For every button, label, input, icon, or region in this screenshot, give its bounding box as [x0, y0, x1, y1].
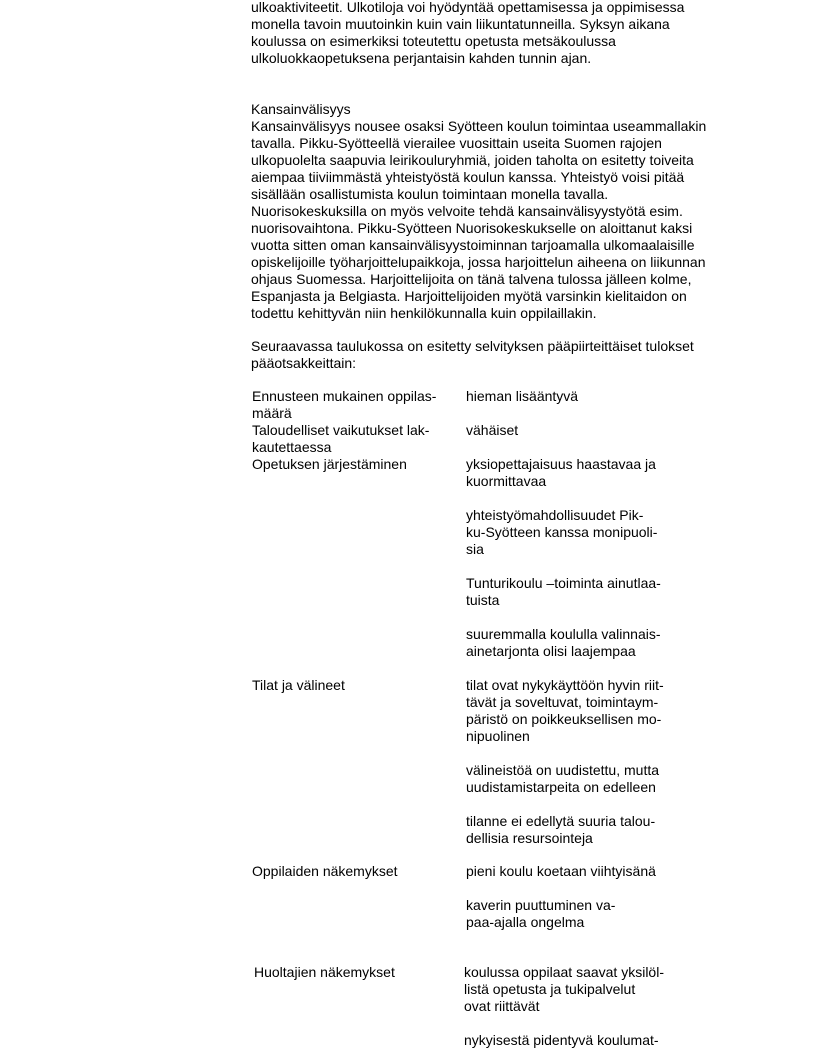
table-row-label: Ennusteen mukainen oppilas- määrä — [252, 388, 437, 421]
text-line: opiskelijoille työharjoittelupaikkoja, jossa harjoittelun aiheena on liikunnan — [251, 254, 706, 270]
table-cell-value: suuremmalla koululla valinnais- ainetarjonta olisi laajempaa — [466, 626, 661, 659]
table-row-label: Taloudelliset vaikutukset lak- kautettaessa — [252, 422, 430, 455]
text-line: todettu kehittyvän niin henkilökunnalla kuin oppilaillakin. — [251, 305, 597, 321]
table-cell-value: välineistöä on uudistettu, mutta uudistamistarpeita on edelleen — [466, 762, 660, 795]
text-line: ulkopuolelta saapuvia leirikouluryhmiä, joiden taholta on esitetty toiveita — [251, 152, 694, 168]
text-line: Nuorisokeskuksilla on myös velvoite tehdä kansainvälisyystyötä esim. — [251, 203, 683, 219]
table-cell-value: vähäiset — [466, 422, 519, 438]
table-cell-value: koulussa oppilaat saavat yksilöl- listä opetusta ja tukipalvelut ovat riittävät — [464, 964, 664, 1014]
text-line: ulkoaktiviteetit. Ulkotiloja voi hyödyntää opettamisessa ja oppimisessa — [251, 0, 685, 15]
table-cell-value: tilanne ei edellytä suuria talou- dellisia resursointeja — [466, 813, 656, 846]
table-cell-value: nykyisestä pidentyvä koulumat- — [464, 1032, 659, 1048]
table-cell-value: pieni koulu koetaan viihtyisänä — [466, 863, 656, 879]
table-row-label: Opetuksen järjestäminen — [252, 456, 407, 472]
table-row-label: Tilat ja välineet — [252, 677, 345, 693]
text-line: ohjaus Suomessa. Harjoittelijoita on tänä talvena tulossa jälleen kolme, — [251, 271, 692, 287]
text-line: Espanjasta ja Belgiasta. Harjoittelijoiden myötä varsinkin kielitaidon on — [251, 288, 687, 304]
table-row-label: Oppilaiden näkemykset — [252, 863, 398, 879]
table-cell-value: Tunturikoulu –toiminta ainutlaa- tuista — [466, 575, 661, 608]
text-line: Seuraavassa taulukossa on esitetty selvityksen pääpiirteittäiset tulokset — [251, 338, 694, 354]
text-line: sisällään osallistumista koulun toimintaan monella tavalla. — [251, 186, 609, 202]
intro-paragraph — [251, 0, 731, 67]
summary-intro-paragraph — [251, 338, 731, 372]
text-line: ulkoluokkaopetuksena perjantaisin kahden tunnin ajan. — [251, 50, 592, 66]
text-line: Kansainvälisyys nousee osaksi Syötteen koulun toimintaa useammallakin — [251, 118, 707, 134]
text-line: tavalla. Pikku-Syötteellä vierailee vuosittain useita Suomen rajojen — [251, 135, 662, 151]
section-heading: Kansainvälisyys — [251, 101, 351, 117]
table-row-label: Huoltajien näkemykset — [254, 964, 395, 980]
text-line: pääotsakkeittain: — [251, 355, 357, 371]
table-cell-value: yhteistyömahdollisuudet Pik- ku-Syötteen kanssa monipuoli- sia — [466, 507, 658, 557]
text-line: nuorisovaihtona. Pikku-Syötteen Nuorisokeskukselle on aloittanut kaksi — [251, 220, 693, 236]
table-cell-value: hieman lisääntyvä — [466, 388, 579, 404]
international-paragraph — [251, 118, 731, 322]
text-line: koulussa on esimerkiksi toteutettu opetusta metsäkoulussa — [251, 33, 616, 49]
table-cell-value: yksiopettajaisuus haastavaa ja kuormittavaa — [466, 456, 656, 489]
text-line: monella tavoin muutoinkin kuin vain liikuntatunneilla. Syksyn aikana — [251, 16, 670, 32]
table-cell-value: tilat ovat nykykäyttöön hyvin riit- tävät ja soveltuvat, toimintaym- päristö on poikkeuksellisen mo- nipuolinen — [466, 677, 664, 744]
text-line: aiempaa tiiviimmästä yhteistyöstä koulun kanssa. Yhteistyö voisi pitää — [251, 169, 685, 185]
table-cell-value: kaverin puuttuminen va- paa-ajalla ongelma — [466, 897, 616, 930]
text-line: vuotta sitten oman kansainvälisyystoiminnan tarjoamalla ulkomaalaisille — [251, 237, 695, 253]
